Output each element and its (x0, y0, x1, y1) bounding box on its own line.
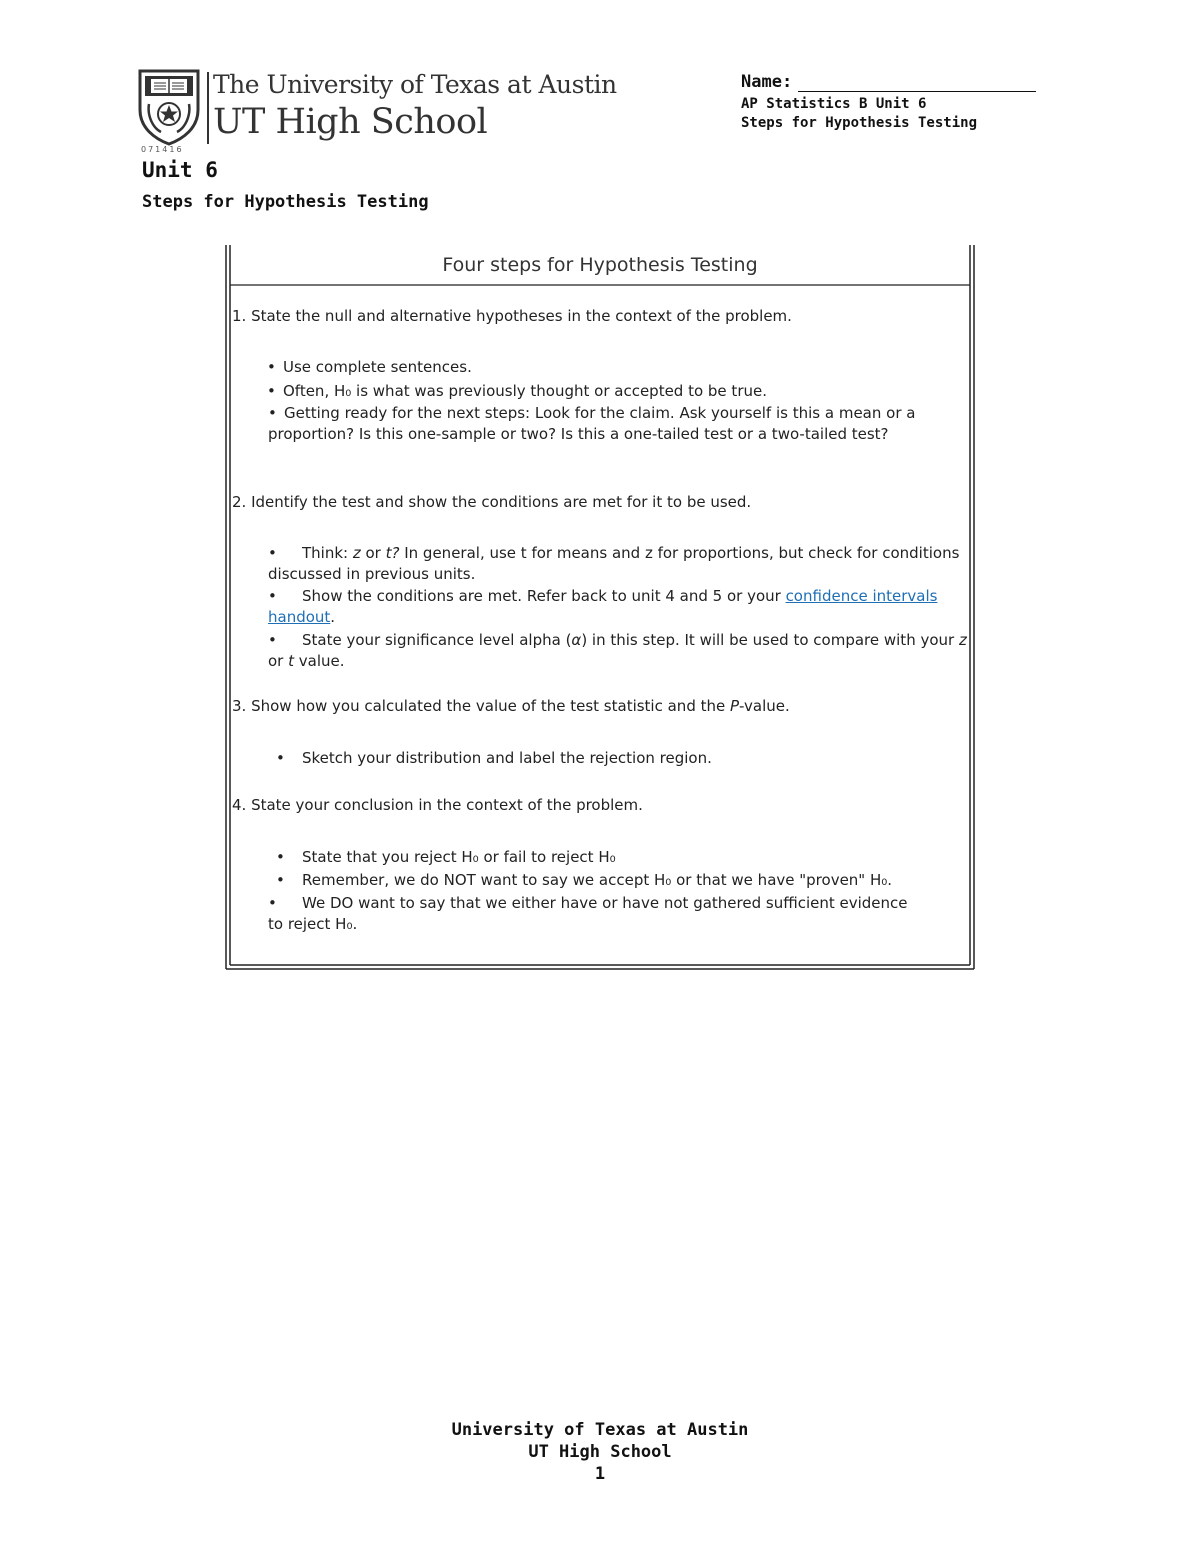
logo-wordmark-line1: The University of Texas at Austin (213, 70, 617, 99)
step-2-bullet-1: • Think: z or t? In general, use t for means and z for proportions, but check for conditions discussed in previous units. (268, 544, 960, 583)
step-1-bullet-2: • Often, H₀ is what was previously thought or accepted to be true. (267, 382, 767, 400)
step-1: 1. State the null and alternative hypotheses in the context of the problem. (232, 307, 792, 325)
step-4-bullet-3: • We DO want to say that we either have or have not gathered sufficient evidence to reject H₀. (268, 894, 908, 933)
box-content (232, 245, 968, 933)
footer-line-1: University of Texas at Austin (451, 1420, 749, 1440)
step-1-bullet-3: • Getting ready for the next steps: Look for the claim. Ask yourself is this a mean or a proportion? Is this one-sample or two? Is this a one-tailed test or a two-tailed test? (268, 404, 916, 443)
name-block (741, 72, 1036, 133)
step-2-bullet-2: • Show the conditions are met. Refer back to unit 4 and 5 or your confidence intervals handout. (268, 587, 938, 626)
footer (0, 1419, 1200, 1485)
step-2: 2. Identify the test and show the conditions are met for it to be used. (232, 493, 752, 511)
course-label: AP Statistics B Unit 6 (741, 96, 927, 112)
logo-code: 071416 (141, 145, 184, 154)
page-number: 1 (594, 1464, 606, 1484)
box-heading: Four steps for Hypothesis Testing (442, 254, 758, 276)
topic-label: Steps for Hypothesis Testing (741, 115, 978, 131)
name-label: Name: (741, 72, 793, 92)
step-4-bullet-2: • Remember, we do NOT want to say we accept H₀ or that we have "proven" H₀. (276, 871, 893, 889)
page-subtitle: Steps for Hypothesis Testing (142, 192, 429, 212)
step-2-bullet-3: • State your significance level alpha (α) in this step. It will be used to compare with your z or t value. (268, 631, 967, 670)
step-3: 3. Show how you calculated the value of the test statistic and the P-value. (232, 697, 790, 715)
ut-shield-icon (137, 68, 201, 146)
page-title: Unit 6 (142, 158, 218, 182)
step-3-bullet-1: • Sketch your distribution and label the rejection region. (276, 749, 712, 767)
steps-box (224, 245, 976, 971)
step-4-bullet-1: • State that you reject H₀ or fail to reject H₀ (276, 848, 616, 866)
name-field[interactable] (798, 75, 1036, 92)
step-1-bullet-1: • Use complete sentences. (267, 358, 472, 376)
logo-wordmark-line2: UT High School (213, 102, 488, 142)
step-4: 4. State your conclusion in the context of the problem. (232, 796, 643, 814)
confidence-intervals-link[interactable]: confidence intervals handout (268, 587, 938, 626)
name-line (741, 72, 1036, 92)
footer-line-2: UT High School (528, 1442, 672, 1462)
